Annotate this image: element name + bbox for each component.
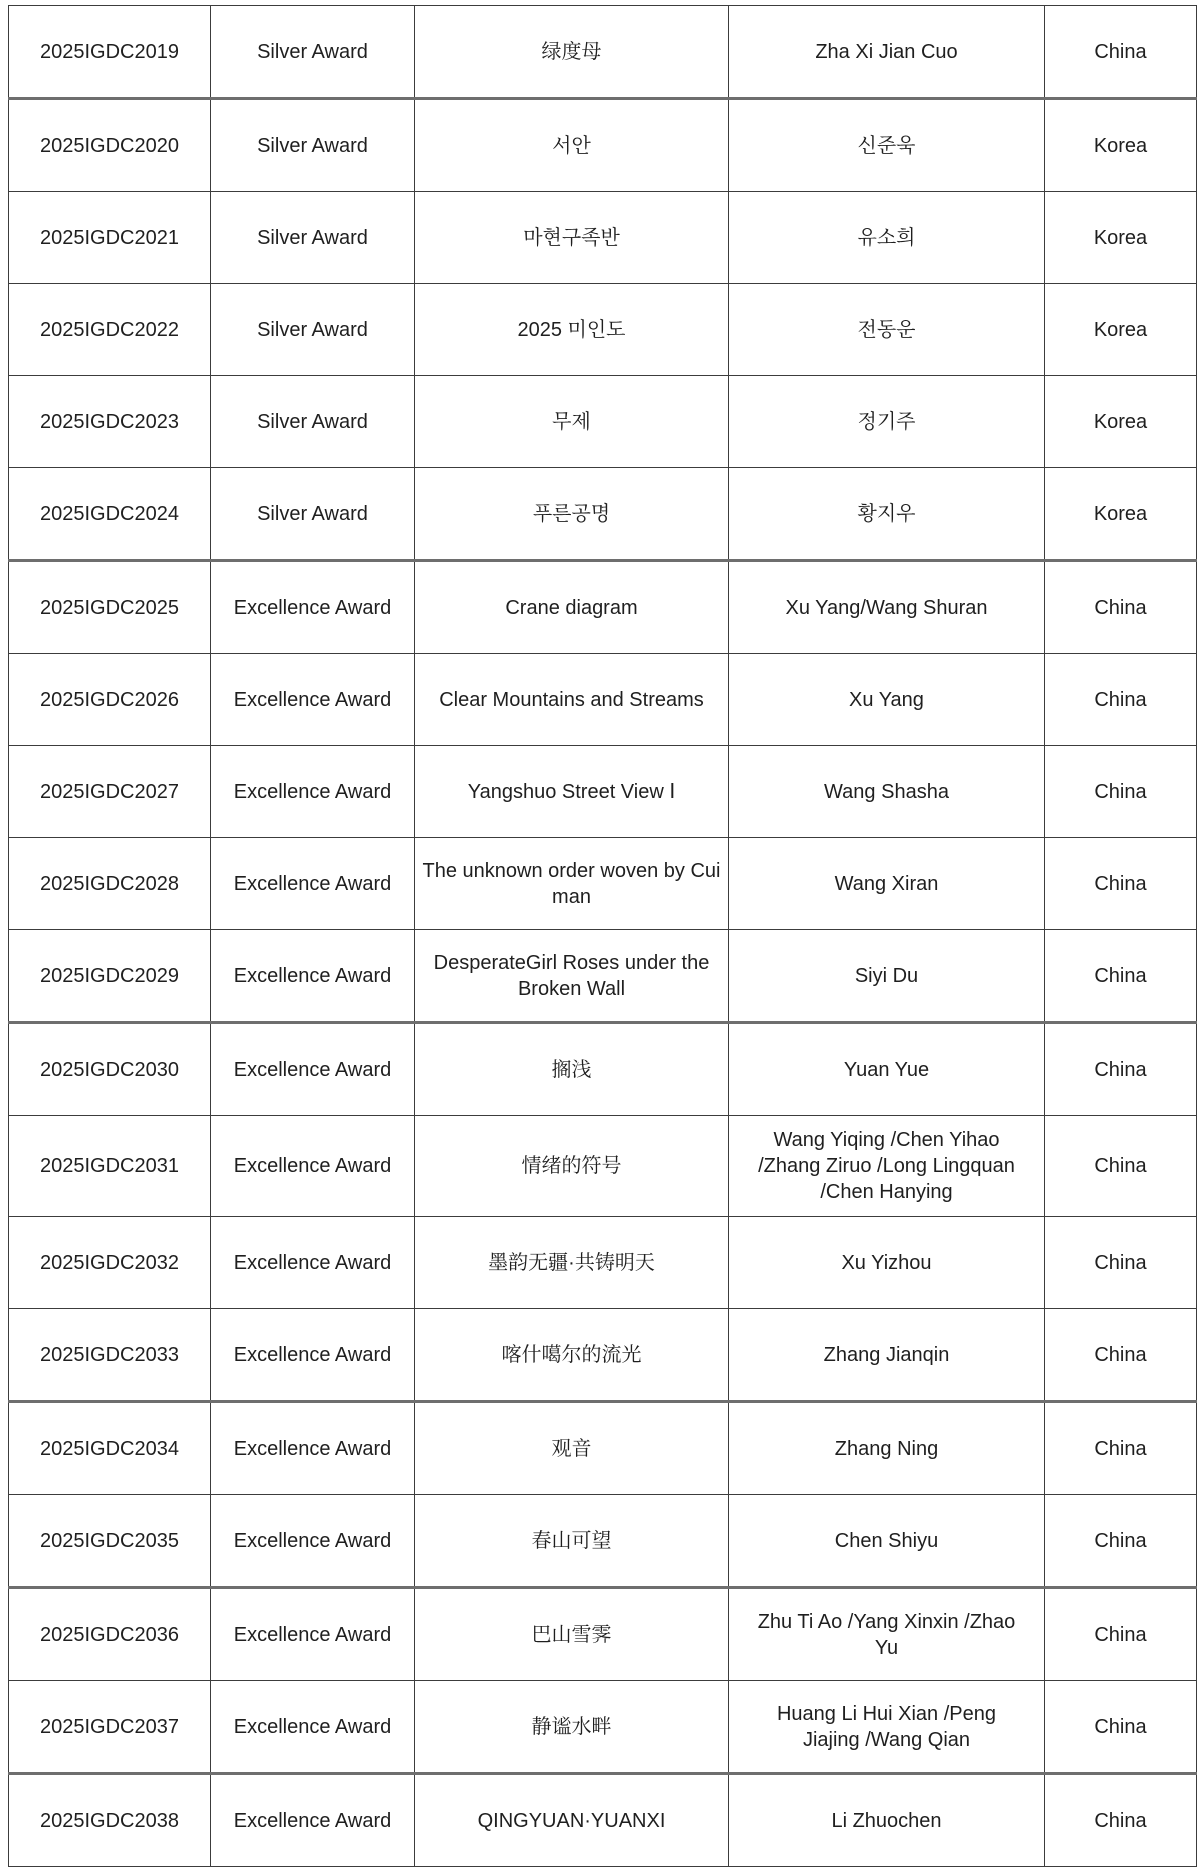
cell-title: 마현구족반 (415, 192, 729, 284)
cell-author: Siyi Du (729, 930, 1045, 1023)
cell-author: Wang Xiran (729, 838, 1045, 930)
cell-id: 2025IGDC2032 (9, 1217, 211, 1309)
table-row (9, 468, 1197, 561)
table-row (9, 1495, 1197, 1588)
cell-id: 2025IGDC2037 (9, 1681, 211, 1774)
cell-title: Crane diagram (415, 561, 729, 654)
cell-author: Wang Shasha (729, 746, 1045, 838)
cell-title: 喀什噶尔的流光 (415, 1309, 729, 1402)
table-row (9, 192, 1197, 284)
cell-title: QINGYUAN·YUANXI (415, 1774, 729, 1867)
cell-award: Silver Award (211, 468, 415, 561)
cell-award: Excellence Award (211, 561, 415, 654)
cell-country: China (1045, 561, 1197, 654)
table-row (9, 654, 1197, 746)
cell-title: 情绪的符号 (415, 1116, 729, 1217)
cell-author: Xu Yizhou (729, 1217, 1045, 1309)
table-row (9, 6, 1197, 99)
cell-award: Excellence Award (211, 1116, 415, 1217)
cell-id: 2025IGDC2034 (9, 1402, 211, 1495)
cell-id: 2025IGDC2026 (9, 654, 211, 746)
cell-id: 2025IGDC2029 (9, 930, 211, 1023)
cell-author: Zhang Ning (729, 1402, 1045, 1495)
cell-country: China (1045, 746, 1197, 838)
table-row (9, 1023, 1197, 1116)
cell-award: Excellence Award (211, 1023, 415, 1116)
cell-title: 巴山雪霁 (415, 1588, 729, 1681)
cell-title: 무제 (415, 376, 729, 468)
cell-award: Silver Award (211, 284, 415, 376)
awards-table (8, 5, 1197, 1867)
cell-award: Excellence Award (211, 746, 415, 838)
cell-title: The unknown order woven by Cui man (415, 838, 729, 930)
cell-author: Zhu Ti Ao /Yang Xinxin /Zhao Yu (729, 1588, 1045, 1681)
cell-id: 2025IGDC2024 (9, 468, 211, 561)
cell-award: Excellence Award (211, 1217, 415, 1309)
cell-author: 유소희 (729, 192, 1045, 284)
cell-author: Yuan Yue (729, 1023, 1045, 1116)
cell-country: China (1045, 1309, 1197, 1402)
cell-title: 绿度母 (415, 6, 729, 99)
cell-award: Excellence Award (211, 654, 415, 746)
cell-award: Excellence Award (211, 1588, 415, 1681)
cell-author: Zhang Jianqin (729, 1309, 1045, 1402)
cell-award: Excellence Award (211, 1495, 415, 1588)
cell-title: 静谧水畔 (415, 1681, 729, 1774)
cell-title: DesperateGirl Roses under the Broken Wall (415, 930, 729, 1023)
cell-title: 서안 (415, 99, 729, 192)
cell-author: Zha Xi Jian Cuo (729, 6, 1045, 99)
cell-author: 전동운 (729, 284, 1045, 376)
table-row (9, 838, 1197, 930)
cell-country: Korea (1045, 376, 1197, 468)
cell-country: Korea (1045, 99, 1197, 192)
cell-id: 2025IGDC2028 (9, 838, 211, 930)
cell-country: China (1045, 1681, 1197, 1774)
cell-country: China (1045, 654, 1197, 746)
cell-country: Korea (1045, 284, 1197, 376)
cell-award: Excellence Award (211, 1774, 415, 1867)
cell-title: 墨韵无疆·共铸明天 (415, 1217, 729, 1309)
cell-title: 观音 (415, 1402, 729, 1495)
cell-award: Excellence Award (211, 838, 415, 930)
cell-author: Chen Shiyu (729, 1495, 1045, 1588)
cell-id: 2025IGDC2022 (9, 284, 211, 376)
table-row (9, 1681, 1197, 1774)
cell-award: Excellence Award (211, 1309, 415, 1402)
cell-id: 2025IGDC2025 (9, 561, 211, 654)
cell-award: Silver Award (211, 6, 415, 99)
cell-author: Huang Li Hui Xian /Peng Jiajing /Wang Qian (729, 1681, 1045, 1774)
cell-id: 2025IGDC2035 (9, 1495, 211, 1588)
awards-table-body (9, 6, 1197, 1867)
cell-id: 2025IGDC2033 (9, 1309, 211, 1402)
cell-country: China (1045, 838, 1197, 930)
cell-country: China (1045, 6, 1197, 99)
table-row (9, 746, 1197, 838)
cell-award: Silver Award (211, 192, 415, 284)
cell-country: Korea (1045, 468, 1197, 561)
cell-award: Excellence Award (211, 1681, 415, 1774)
table-row (9, 284, 1197, 376)
cell-country: Korea (1045, 192, 1197, 284)
table-row (9, 1588, 1197, 1681)
cell-author: Li Zhuochen (729, 1774, 1045, 1867)
table-row (9, 1116, 1197, 1217)
cell-country: China (1045, 1495, 1197, 1588)
cell-country: China (1045, 1023, 1197, 1116)
cell-id: 2025IGDC2020 (9, 99, 211, 192)
cell-id: 2025IGDC2031 (9, 1116, 211, 1217)
cell-author: 신준욱 (729, 99, 1045, 192)
cell-award: Excellence Award (211, 1402, 415, 1495)
table-row (9, 1217, 1197, 1309)
cell-award: Excellence Award (211, 930, 415, 1023)
cell-country: China (1045, 1774, 1197, 1867)
cell-author: Xu Yang (729, 654, 1045, 746)
cell-country: China (1045, 1402, 1197, 1495)
cell-title: Clear Mountains and Streams (415, 654, 729, 746)
cell-award: Silver Award (211, 376, 415, 468)
cell-award: Silver Award (211, 99, 415, 192)
cell-country: China (1045, 930, 1197, 1023)
cell-author: Wang Yiqing /Chen Yihao /Zhang Ziruo /Long Lingquan /Chen Hanying (729, 1116, 1045, 1217)
cell-id: 2025IGDC2036 (9, 1588, 211, 1681)
cell-author: Xu Yang/Wang Shuran (729, 561, 1045, 654)
page (8, 5, 1196, 1867)
table-row (9, 1309, 1197, 1402)
cell-id: 2025IGDC2019 (9, 6, 211, 99)
cell-title: 搁浅 (415, 1023, 729, 1116)
table-row (9, 561, 1197, 654)
cell-title: Yangshuo Street View Ⅰ (415, 746, 729, 838)
table-row (9, 376, 1197, 468)
cell-country: China (1045, 1588, 1197, 1681)
cell-id: 2025IGDC2021 (9, 192, 211, 284)
cell-title: 春山可望 (415, 1495, 729, 1588)
table-row (9, 930, 1197, 1023)
cell-id: 2025IGDC2027 (9, 746, 211, 838)
cell-title: 2025 미인도 (415, 284, 729, 376)
cell-author: 정기주 (729, 376, 1045, 468)
cell-id: 2025IGDC2030 (9, 1023, 211, 1116)
table-row (9, 1402, 1197, 1495)
cell-country: China (1045, 1217, 1197, 1309)
cell-id: 2025IGDC2023 (9, 376, 211, 468)
table-row (9, 99, 1197, 192)
cell-title: 푸른공명 (415, 468, 729, 561)
cell-country: China (1045, 1116, 1197, 1217)
cell-id: 2025IGDC2038 (9, 1774, 211, 1867)
cell-author: 황지우 (729, 468, 1045, 561)
table-row (9, 1774, 1197, 1867)
